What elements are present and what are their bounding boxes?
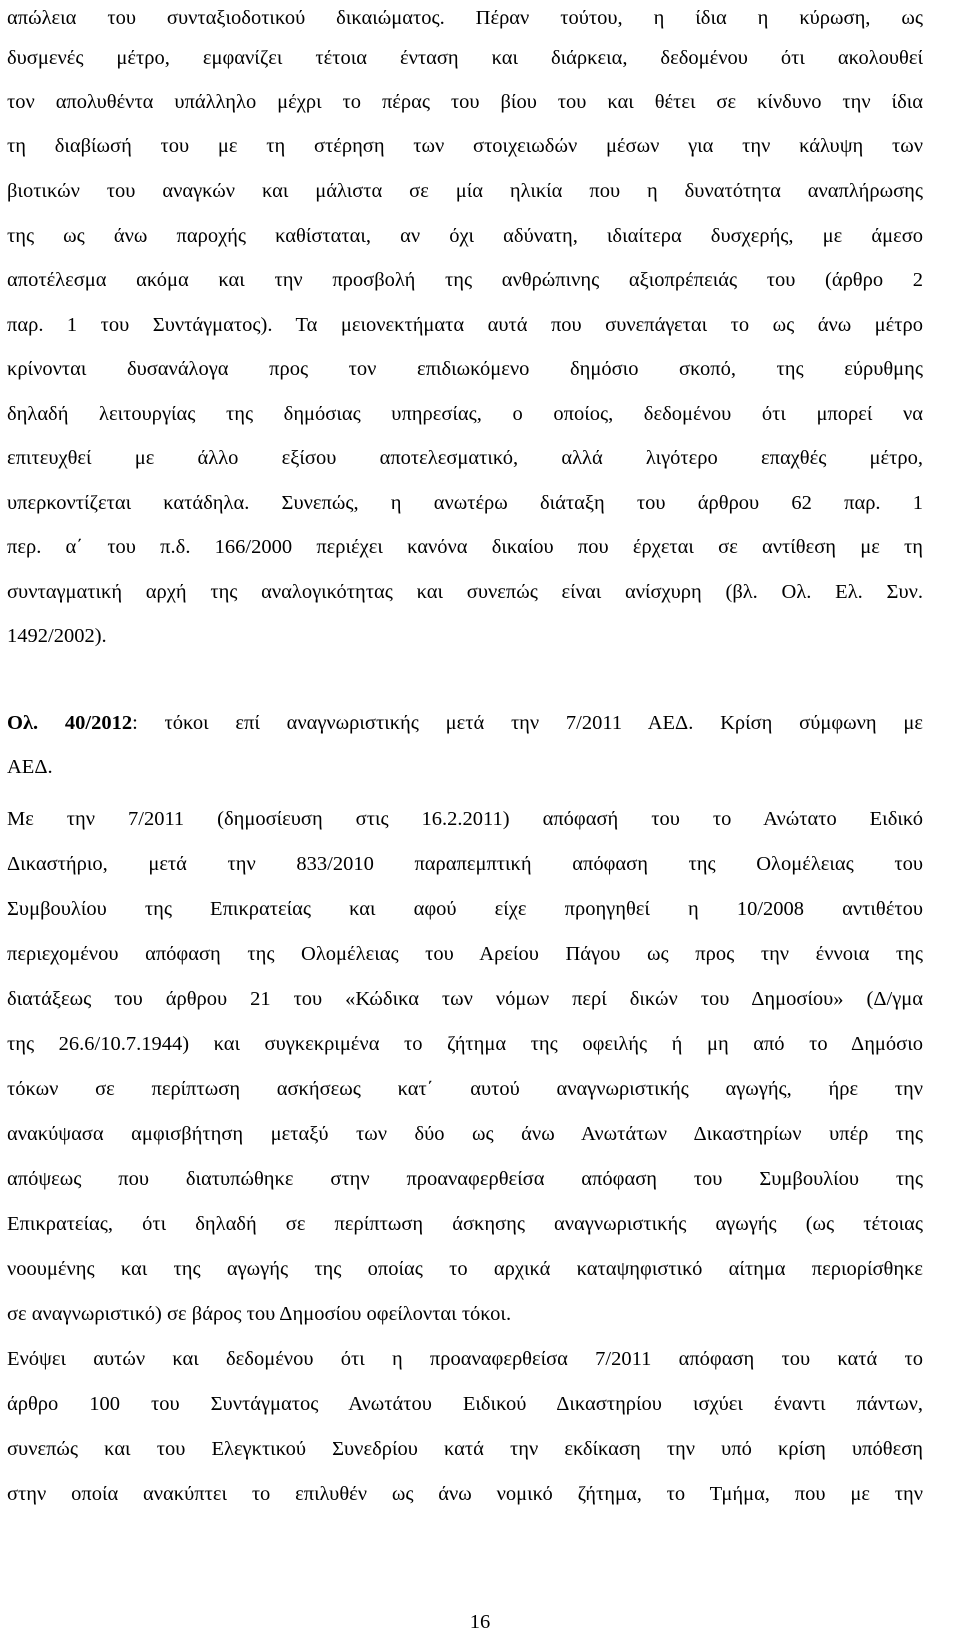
paragraph-1-line-10 bbox=[7, 403, 923, 426]
paragraph-2-line-3 bbox=[7, 898, 923, 921]
paragraph-2-line-9 bbox=[7, 1168, 923, 1191]
text-line: δηλαδή λειτουργίας της δημόσιας υπηρεσίας, ο οποίος, δεδομένου ότι μπορεί να bbox=[7, 403, 923, 425]
text-line: υπερκοντίζεται κατάδηλα. Συνεπώς, η ανωτέρω διάταξη του άρθρου 62 παρ. 1 bbox=[7, 492, 923, 514]
text-line: της 26.6/10.7.1944) και συγκεκριμένα το ζήτημα της οφειλής ή μη από το Δημόσιο bbox=[7, 1033, 923, 1055]
text-line: Δικαστήριο, μετά την 833/2010 παραπεμπτική απόφαση της Ολομέλειας του bbox=[7, 853, 923, 875]
paragraph-1-line-7 bbox=[7, 269, 923, 292]
text-line: αποτέλεσμα ακόμα και την προσβολή της ανθρώπινης αξιοπρέπειάς του (άρθρο 2 bbox=[7, 269, 923, 291]
text-line: Επικρατείας, ότι δηλαδή σε περίπτωση άσκησης αναγνωριστικής αγωγής (ως τέτοιας bbox=[7, 1213, 923, 1235]
text-line: σε αναγνωριστικό) σε βάρος του Δημοσίου οφείλονται τόκοι. bbox=[7, 1303, 512, 1325]
paragraph-1-line-4 bbox=[7, 135, 923, 158]
text-line: στην οποία ανακύπτει το επιλυθέν ως άνω νομικό ζήτημα, το Τμήμα, που με την bbox=[7, 1483, 923, 1505]
paragraph-3-line-3 bbox=[7, 1438, 923, 1461]
paragraph-2-line-12 bbox=[7, 1303, 923, 1326]
text-line: βιοτικών του αναγκών και μάλιστα σε μία ηλικία που η δυνατότητα αναπλήρωσης bbox=[7, 180, 923, 202]
paragraph-1-line-12 bbox=[7, 492, 923, 515]
paragraph-1-line-15 bbox=[7, 625, 923, 648]
paragraph-1-line-8 bbox=[7, 314, 923, 337]
heading-line: ΑΕΔ. bbox=[7, 756, 53, 778]
paragraph-2-line-7 bbox=[7, 1078, 923, 1101]
paragraph-3 bbox=[7, 1348, 923, 1371]
paragraph-3-line-4 bbox=[7, 1483, 923, 1506]
paragraph-2-line-11 bbox=[7, 1258, 923, 1281]
paragraph-1-line-3 bbox=[7, 91, 923, 114]
paragraph-2-line-6 bbox=[7, 1033, 923, 1056]
text-line: απόψεως που διατυπώθηκε στην προαναφερθείσα απόφαση του Συμβουλίου της bbox=[7, 1168, 923, 1190]
text-line: συνεπώς και του Ελεγκτικού Συνεδρίου κατά την εκδίκαση την υπό κρίση υπόθεση bbox=[7, 1438, 923, 1460]
paragraph-1-line-2 bbox=[7, 47, 923, 70]
text-line: κρίνονται δυσανάλογα προς τον επιδιωκόμενο δημόσιο σκοπό, της εύρυθμης bbox=[7, 358, 923, 380]
paragraph-1-line-5 bbox=[7, 180, 923, 203]
paragraph-1 bbox=[7, 7, 923, 30]
text-line: άρθρο 100 του Συντάγματος Ανωτάτου Ειδικού Δικαστηρίου ισχύει έναντι πάντων, bbox=[7, 1393, 923, 1415]
paragraph-2-line-4 bbox=[7, 943, 923, 966]
text-line: της ως άνω παροχής καθίσταται, αν όχι αδύνατη, ιδιαίτερα δυσχερής, με άμεσο bbox=[7, 225, 923, 247]
paragraph-2-line-8 bbox=[7, 1123, 923, 1146]
text-line: Ενόψει αυτών και δεδομένου ότι η προαναφερθείσα 7/2011 απόφαση του κατά το bbox=[7, 1348, 923, 1370]
paragraph-2-line-2 bbox=[7, 853, 923, 876]
paragraph-2-line-10 bbox=[7, 1213, 923, 1236]
case-number: Ολ. 40/2012 bbox=[7, 712, 133, 734]
paragraph-1-line-14 bbox=[7, 581, 923, 604]
page-number: 16 bbox=[469, 1611, 491, 1633]
paragraph-1-line-11 bbox=[7, 447, 923, 470]
heading-line bbox=[7, 712, 923, 735]
text-line: διατάξεως του άρθρου 21 του «Κώδικα των νόμων περί δικών του Δημοσίου» (Δ/γμα bbox=[7, 988, 923, 1010]
text-line: περ. α΄ του π.δ. 166/2000 περιέχει κανόνα δικαίου που έρχεται σε αντίθεση με τη bbox=[7, 536, 923, 558]
text-line: παρ. 1 του Συντάγματος). Τα μειονεκτήματα αυτά που συνεπάγεται το ως άνω μέτρο bbox=[7, 314, 923, 336]
paragraph-3-line-2 bbox=[7, 1393, 923, 1416]
paragraph-1-line-13 bbox=[7, 536, 923, 559]
case-heading-line-2 bbox=[7, 756, 923, 779]
text-line: τον απολυθέντα υπάλληλο μέχρι το πέρας του βίου του και θέτει σε κίνδυνο την ίδια bbox=[7, 91, 923, 113]
paragraph-2 bbox=[7, 808, 923, 831]
text-line: 1492/2002). bbox=[7, 625, 107, 647]
text-line: δυσμενές μέτρο, εμφανίζει τέτοια ένταση και διάρκεια, δεδομένου ότι ακολουθεί bbox=[7, 47, 923, 69]
heading-rest: : τόκοι επί αναγνωριστικής μετά την 7/2011 ΑΕΔ. Κρίση σύμφωνη με bbox=[132, 712, 923, 734]
paragraph-1-line-9 bbox=[7, 358, 923, 381]
text-line: Με την 7/2011 (δημοσίευση στις 16.2.2011) απόφασή του το Ανώτατο Ειδικό bbox=[7, 808, 923, 830]
paragraph-2-line-5 bbox=[7, 988, 923, 1011]
paragraph-1-line-6 bbox=[7, 225, 923, 248]
text-line: περιεχομένου απόφαση της Ολομέλειας του Αρείου Πάγου ως προς την έννοια της bbox=[7, 943, 923, 965]
text-line: Συμβουλίου της Επικρατείας και αφού είχε προηγηθεί η 10/2008 αντιθέτου bbox=[7, 898, 923, 920]
text-line: απώλεια του συνταξιοδοτικού δικαιώματος. Πέραν τούτου, η ίδια η κύρωση, ως bbox=[7, 7, 923, 29]
text-line: τη διαβίωσή του με τη στέρηση των στοιχειωδών μέσων για την κάλυψη των bbox=[7, 135, 923, 157]
text-line: επιτευχθεί με άλλο εξίσου αποτελεσματικό, αλλά λιγότερο επαχθές μέτρο, bbox=[7, 447, 923, 469]
text-line: νοουμένης και της αγωγής της οποίας το αρχικά καταψηφιστικό αίτημα περιορίσθηκε bbox=[7, 1258, 923, 1280]
text-line: ανακύψασα αμφισβήτηση μεταξύ των δύο ως άνω Ανωτάτων Δικαστηρίων υπέρ της bbox=[7, 1123, 923, 1145]
text-line: τόκων σε περίπτωση ασκήσεως κατ΄ αυτού αναγνωριστικής αγωγής, ήρε την bbox=[7, 1078, 923, 1100]
text-line: συνταγματική αρχή της αναλογικότητας και συνεπώς είναι ανίσχυρη (βλ. Ολ. Ελ. Συν. bbox=[7, 581, 923, 603]
case-heading bbox=[7, 712, 923, 735]
